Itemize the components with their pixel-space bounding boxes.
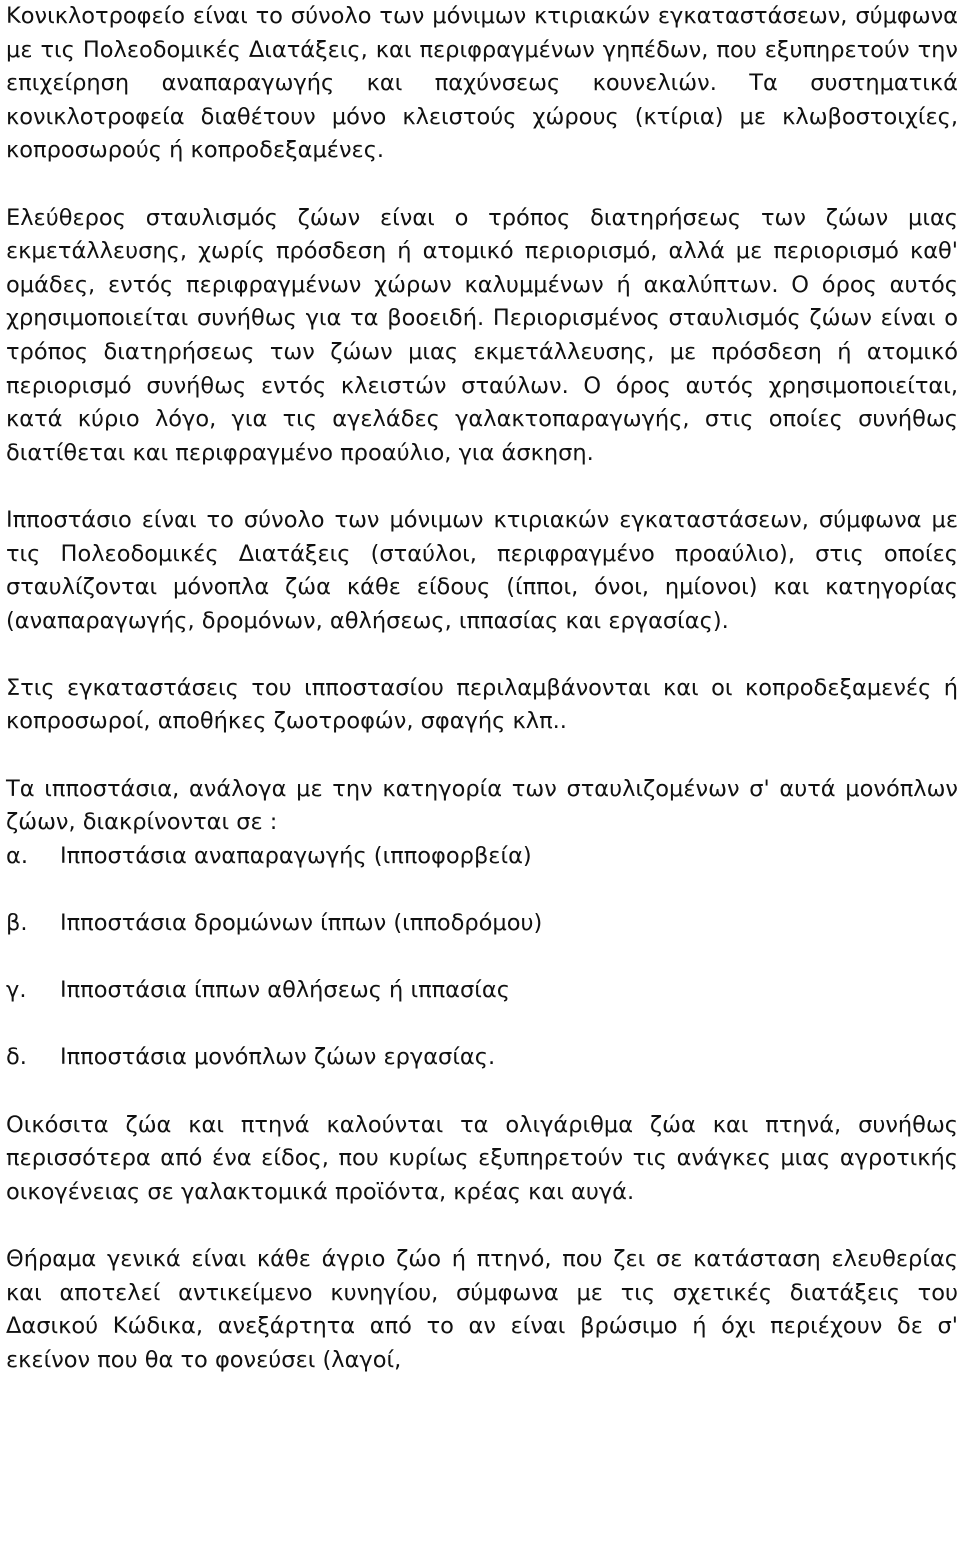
stable-category-list [6,840,958,1075]
list-item-text: Ιπποστάσια ίππων αθλήσεως ή ιππασίας [60,977,510,1004]
paragraph-horse-stable: Ιπποστάσιο είναι το σύνολο των μόνιμων κτιριακών εγκαταστάσεων, σύμφωνα με τις Πολεοδομικές Διατάξεις (σταύλοι, περιφραγμένο προαύλιο), στις οποίες σταυλίζονται μόνοπλα ζώα κάθε είδους (ίπποι, όνοι, ημίονοι) και κατηγορίας (αναπαραγωγής, δρομόνων, αθλήσεως, ιππασίας και εργασίας). [6,506,958,634]
list-item [6,907,958,941]
list-item-text: Ιπποστάσια αναπαραγωγής (ιπποφορβεία) [60,842,532,869]
list-item [6,1041,958,1075]
list-item-text: Ιπποστάσια δρομώνων ίππων (ιπποδρόμου) [60,910,543,937]
paragraph-game: Θήραμα γενικά είναι κάθε άγριο ζώο ή πτηνό, που ζει σε κατάσταση ελευθερίας και αποτελεί αντικείμενο κυνηγίου, σύμφωνα με τις σχετικές διατάξεις του Δασικού Κώδικα, ανεξάρτητα από το αν είναι βρώσιμο ή όχι περιέχουν δε σ' εκείνον που θα το φονεύσει (λαγοί, [6,1245,958,1373]
paragraph-domestic-animals: Οικόσιτα ζώα και πτηνά καλούνται τα ολιγάριθμα ζώα και πτηνά, συνήθως περισσότερα από ένα είδος, που κυρίως εξυπηρετούν τις ανάγκες μιας αγροτικής οικογένειας σε γαλακτομικά προϊόντα, κρέας και αυγά. [6,1111,958,1205]
document-page [6,0,958,1377]
list-marker: δ. [6,1044,27,1071]
paragraph-stabling: Ελεύθερος σταυλισμός ζώων είναι ο τρόπος διατηρήσεως των ζώων μιας εκμετάλλευσης, χωρίς πρόσδεση ή ατομικό περιορισμό, αλλά με περιορισμό καθ' ομάδες, εντός περιφραγμένων χώρων καλυμμένων ή ακαλύπτων. Ο όρος αυτός χρησιμοποιείται συνήθως για τα βοοειδή. Περιορισμένος σταυλισμός ζώων είναι ο τρόπος διατηρήσεως των ζώων μιας εκμετάλλευσης, με πρόσδεση ή ατομικό περιορισμό συνήθως εντός κλειστών σταύλων. Ο όρος αυτός χρησιμοποιείται, κατά κύριο λόγο, για τις αγελάδες γαλακτοπαραγωγής, στις οποίες συνήθως διατίθεται και περιφραγμένο προαύλιο, για άσκηση. [6,204,958,466]
paragraph-stable-categories: Τα ιπποστάσια, ανάλογα με την κατηγορία των σταυλιζομένων σ' αυτά μονόπλων ζώων, διακρίνονται σε : [6,775,958,836]
list-marker: α. [6,842,28,869]
list-item-text: Ιπποστάσια μονόπλων ζώων εργασίας. [60,1044,496,1071]
list-item [6,974,958,1008]
list-marker: γ. [6,977,27,1004]
list-marker: β. [6,910,28,937]
list-item [6,840,958,874]
paragraph-rabbit-farm: Κονικλοτροφείο είναι το σύνολο των μόνιμων κτιριακών εγκαταστάσεων, σύμφωνα με τις Πολεοδομικές Διατάξεις, και περιφραγμένων γηπέδων, που εξυπηρετούν την επιχείρηση αναπαραγωγής και παχύνσεως κουνελιών. Τα συστηματικά κονικλοτροφεία διαθέτουν μόνο κλειστούς χώρους (κτίρια) με κλωβοστοιχίες, κοπροσωρούς ή κοπροδεξαμένες. [6,3,958,164]
paragraph-stable-facilities: Στις εγκαταστάσεις του ιπποστασίου περιλαμβάνονται και οι κοπροδεξαμενές ή κοπροσωροί, αποθήκες ζωοτροφών, σφαγής κλπ.. [6,674,958,735]
